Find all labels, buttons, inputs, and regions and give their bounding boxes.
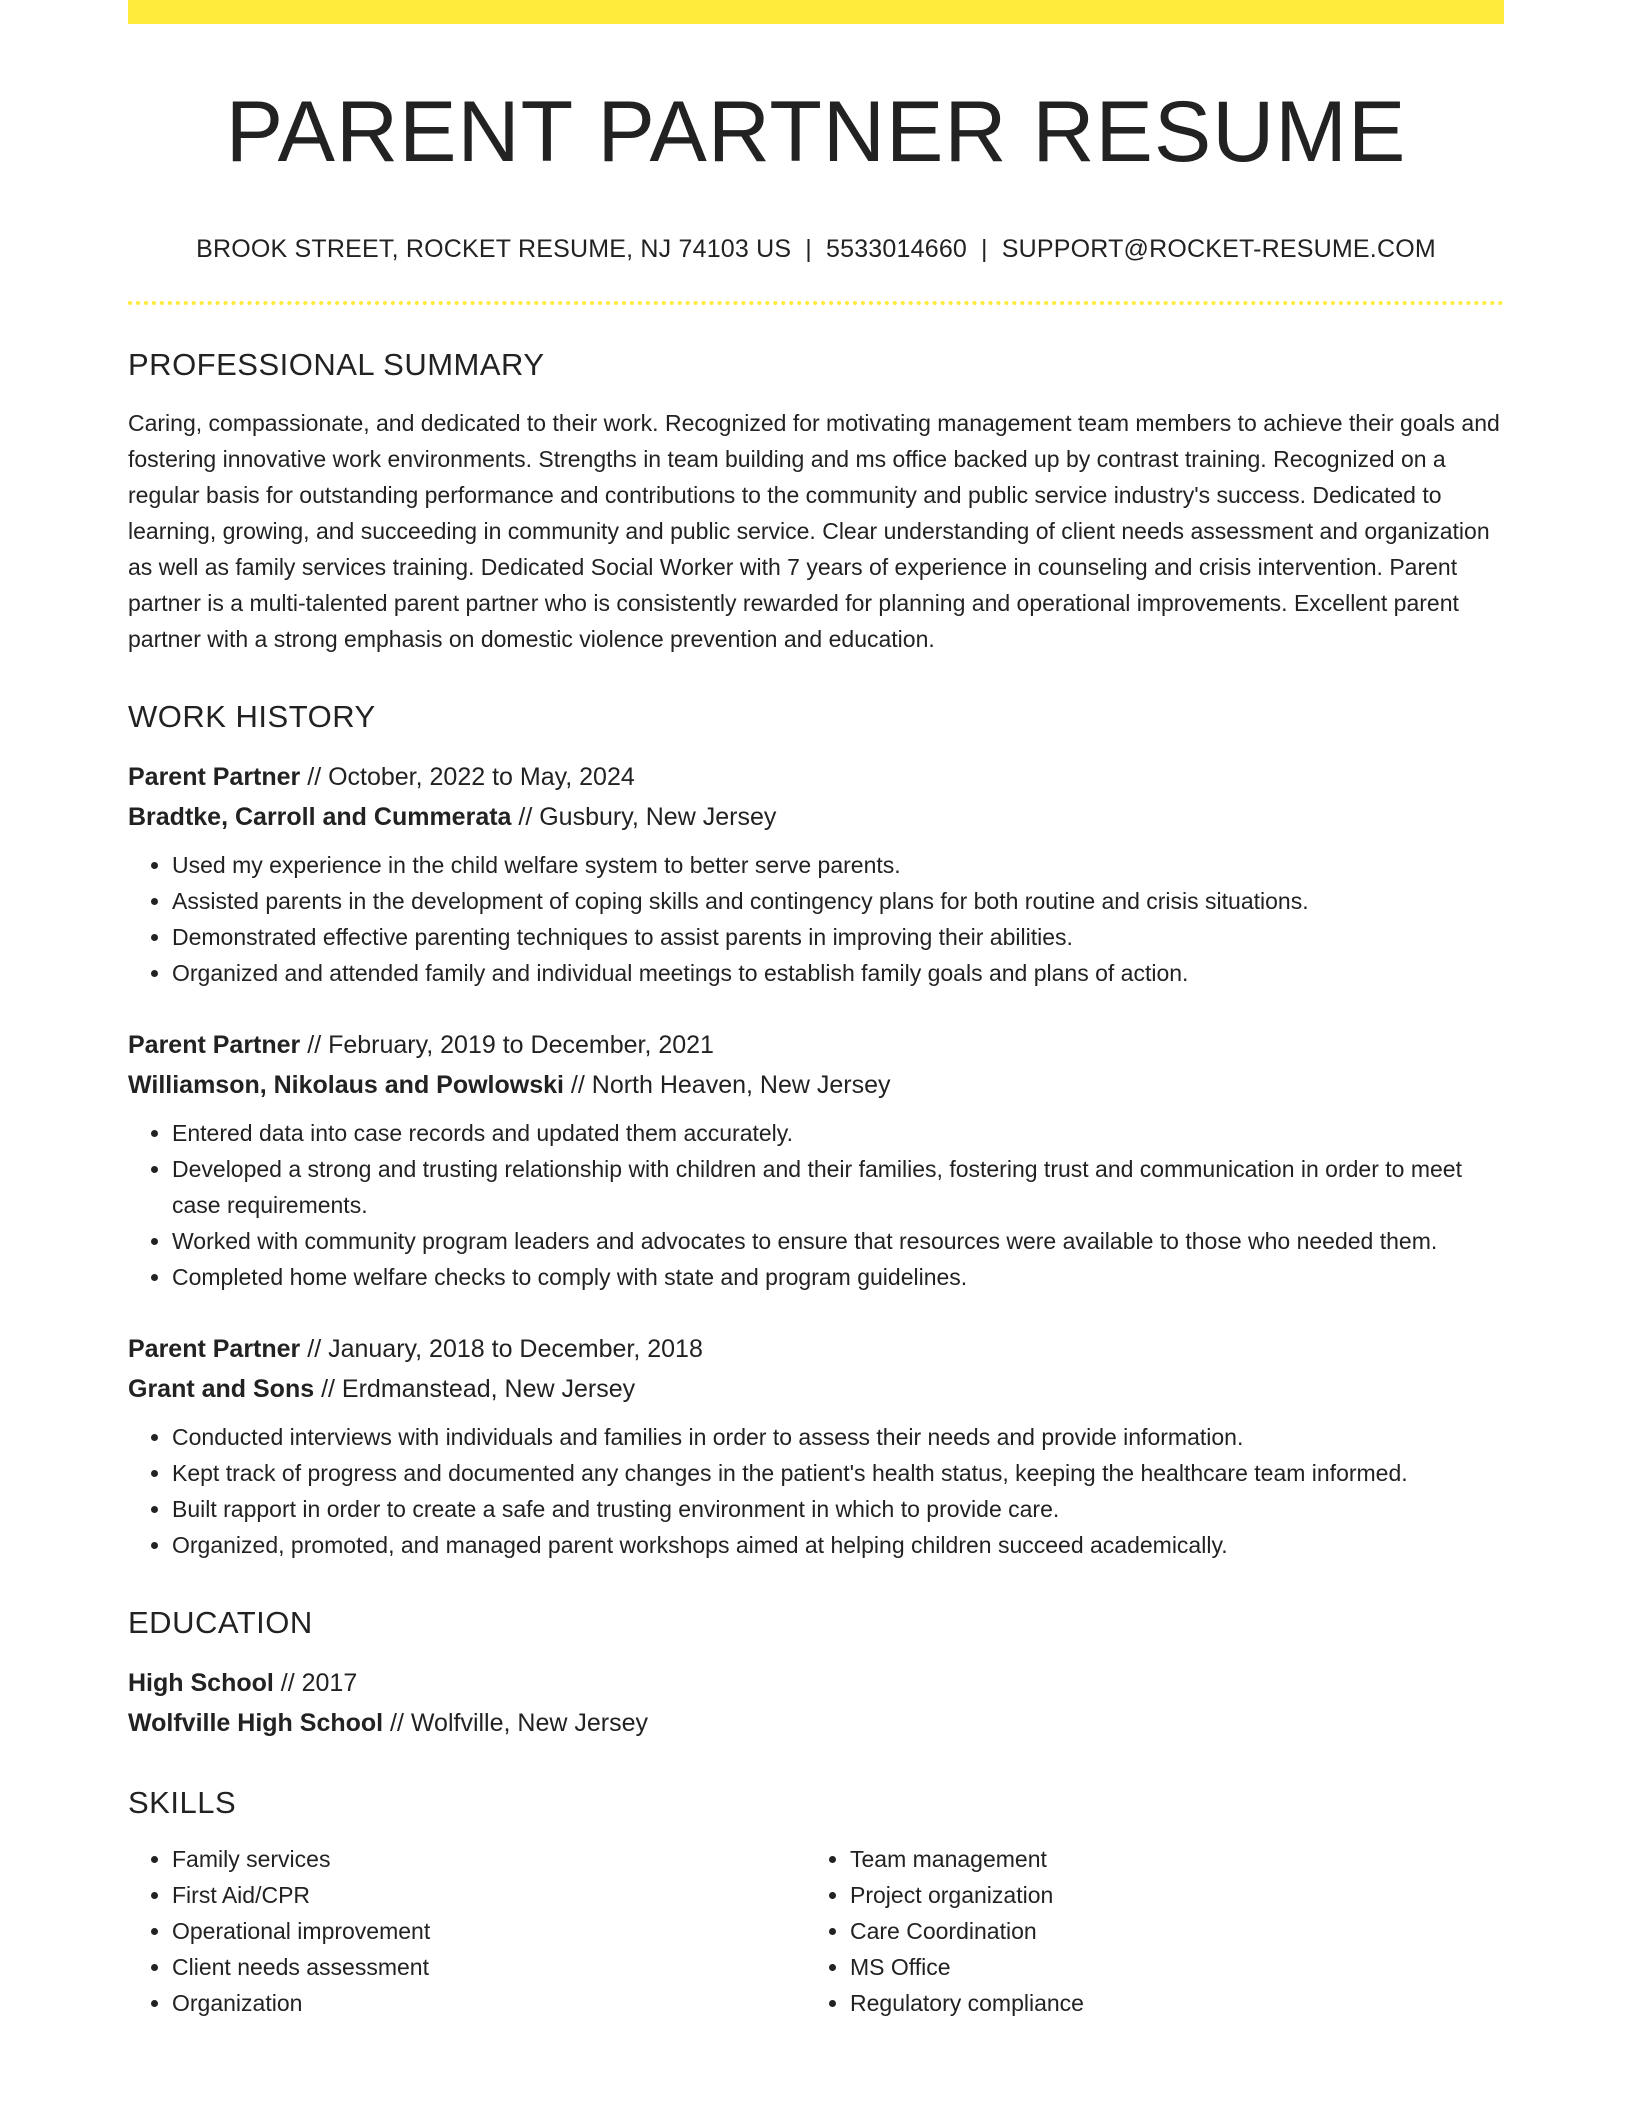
job-entry (128, 757, 1504, 991)
contact-separator: | (805, 235, 812, 263)
list-item: • Built rapport in order to create a safe and trusting environment in which to provide care. (172, 1491, 1504, 1527)
job-company-line (128, 797, 1504, 837)
list-item: • Client needs assessment (172, 1949, 806, 1985)
job-bullets (128, 847, 1504, 991)
list-item: • Project organization (850, 1877, 1484, 1913)
list-item: • Used my experience in the child welfare system to better serve parents. (172, 847, 1504, 883)
contact-email: SUPPORT@ROCKET-RESUME.COM (1001, 235, 1436, 263)
list-item: • Organization (172, 1985, 806, 2021)
job-location: // Erdmanstead, New Jersey (314, 1375, 636, 1403)
job-company: Williamson, Nikolaus and Powlowski (128, 1071, 564, 1099)
list-item: • Family services (172, 1841, 806, 1877)
top-accent-bar (128, 0, 1504, 24)
contact-separator: | (981, 235, 988, 263)
education-degree-line (128, 1663, 1504, 1703)
job-role: Parent Partner (128, 763, 301, 791)
education-school-line (128, 1703, 1504, 1743)
job-company: Bradtke, Carroll and Cummerata (128, 803, 512, 831)
list-item: • Organized, promoted, and managed parent workshops aimed at helping children succeed academically. (172, 1527, 1504, 1563)
list-item: • Organized and attended family and individual meetings to establish family goals and plans of action. (172, 955, 1504, 991)
section-title-summary: PROFESSIONAL SUMMARY (128, 347, 545, 382)
list-item: • MS Office (850, 1949, 1484, 1985)
list-item: • Demonstrated effective parenting techniques to assist parents in improving their abilities. (172, 919, 1504, 955)
job-role: Parent Partner (128, 1031, 301, 1059)
education-year: // 2017 (273, 1669, 358, 1697)
job-entry (128, 1329, 1504, 1563)
skills-list-left (128, 1841, 806, 2021)
section-title-skills: SKILLS (128, 1785, 237, 1820)
list-item: • Conducted interviews with individuals and families in order to assess their needs and provide information. (172, 1419, 1504, 1455)
job-role-line (128, 757, 1504, 797)
list-item: • Team management (850, 1841, 1484, 1877)
list-item: • First Aid/CPR (172, 1877, 806, 1913)
resume-page (128, 0, 1504, 2021)
list-item: • Care Coordination (850, 1913, 1484, 1949)
section-title-education: EDUCATION (128, 1605, 313, 1640)
contact-line (128, 234, 1504, 264)
job-company: Grant and Sons (128, 1375, 315, 1403)
list-item: • Worked with community program leaders and advocates to ensure that resources were available to those who needed them. (172, 1223, 1504, 1259)
job-dates: // October, 2022 to May, 2024 (300, 763, 635, 791)
job-dates: // February, 2019 to December, 2021 (300, 1031, 714, 1059)
list-item: • Entered data into case records and updated them accurately. (172, 1115, 1504, 1151)
job-company-line (128, 1369, 1504, 1409)
list-item: • Developed a strong and trusting relationship with children and their families, fostering trust and communication in order to meet case requirements. (172, 1151, 1504, 1223)
job-role-line (128, 1025, 1504, 1065)
job-location: // Gusbury, New Jersey (511, 803, 777, 831)
job-dates: // January, 2018 to December, 2018 (300, 1335, 703, 1363)
job-bullets (128, 1419, 1504, 1563)
education-location: // Wolfville, New Jersey (383, 1709, 648, 1737)
job-role-line (128, 1329, 1504, 1369)
list-item: • Kept track of progress and documented any changes in the patient's health status, keeping the healthcare team informed. (172, 1455, 1504, 1491)
list-item: • Completed home welfare checks to comply with state and program guidelines. (172, 1259, 1504, 1295)
contact-address: BROOK STREET, ROCKET RESUME, NJ 74103 US (196, 235, 792, 263)
section-title-work-history: WORK HISTORY (128, 699, 376, 734)
education-school: Wolfville High School (128, 1709, 384, 1737)
summary-text: Caring, compassionate, and dedicated to their work. Recognized for motivating management team members to achieve their goals and fostering innovative work environments. Strengths in team building and ms office backed up by contrast training. Recognized on a regular basis for outstanding performance and contributions to the community and public service industry's success. Dedicated to learning, growing, and succeeding in community and public service. Clear understanding of client needs assessment and organization as well as family services training. Dedicated Social Worker with 7 years of experience in counseling and crisis intervention. Parent partner is a multi-talented parent partner who is consistently rewarded for planning and operational improvements. Excellent parent partner with a strong emphasis on domestic violence prevention and education. (128, 410, 1500, 652)
dotted-divider (128, 301, 1504, 305)
job-location: // North Heaven, New Jersey (563, 1071, 891, 1099)
job-role: Parent Partner (128, 1335, 301, 1363)
job-bullets (128, 1115, 1504, 1295)
contact-phone: 5533014660 (826, 235, 968, 263)
list-item: • Assisted parents in the development of coping skills and contingency plans for both routine and crisis situations. (172, 883, 1504, 919)
list-item: • Regulatory compliance (850, 1985, 1484, 2021)
education-degree: High School (128, 1669, 274, 1697)
job-entry (128, 1025, 1504, 1295)
skills-columns (128, 1841, 1504, 2021)
list-item: • Operational improvement (172, 1913, 806, 1949)
education-entry (128, 1663, 1504, 1743)
skills-list-right (806, 1841, 1484, 2021)
resume-title: PARENT PARTNER RESUME (225, 84, 1407, 180)
job-company-line (128, 1065, 1504, 1105)
